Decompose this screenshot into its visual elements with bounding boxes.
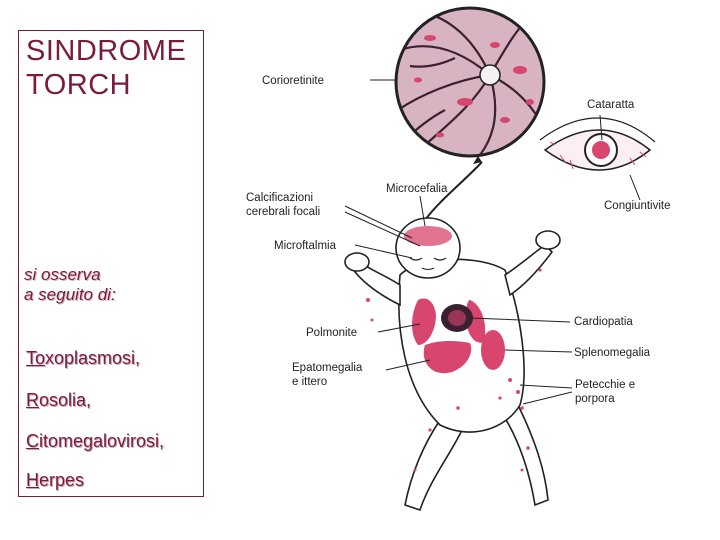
disease-rosolia [26, 390, 91, 411]
baby-arm-right [505, 245, 552, 295]
label-polmonite: Polmonite [306, 327, 358, 339]
disease-initial: C [26, 431, 39, 451]
label-microcefalia: Microcefalia [386, 183, 448, 195]
disease-rest: xoplasmosi, [45, 348, 141, 368]
disease-rest: erpes [39, 470, 85, 490]
label-petecchie-1: Petecchie e [575, 379, 636, 391]
disease-toxoplasmosi [26, 348, 140, 369]
label-congiuntivite: Congiuntivite [604, 200, 671, 212]
spleen [481, 330, 505, 370]
disease-initial: R [26, 390, 39, 410]
disease-herpes [26, 470, 84, 491]
label-splenomegalia: Splenomegalia [574, 347, 651, 359]
label-corioretinite: Corioretinite [262, 75, 324, 87]
disease-rest: osolia, [39, 390, 92, 410]
label-cataratta: Cataratta [587, 99, 635, 111]
label-microftalmia: Microftalmia [274, 240, 336, 252]
disease-initial: H [26, 470, 39, 490]
label-petecchie-2: porpora [575, 393, 615, 405]
baby-leg-left [405, 420, 462, 510]
eye-illustration [540, 118, 655, 170]
disease-citomegalovirosi [26, 431, 164, 452]
title-line-1: SINDROME [26, 35, 187, 67]
label-calcificazioni-1: Calcificazioni [246, 192, 314, 204]
label-epatomegalia-1: Epatomegalia [292, 362, 363, 374]
disease-rest: itomegalovirosi, [39, 431, 165, 451]
cataract-pupil [592, 141, 610, 159]
slide-subtitle [24, 265, 116, 305]
disease-initial: To [26, 348, 46, 368]
brain-calcifications [404, 226, 452, 246]
heart-inner [448, 310, 466, 326]
label-calcificazioni-2: cerebrali focali [246, 206, 321, 218]
subtitle-line-2: a seguito di: [24, 285, 116, 304]
torch-diagram [200, 0, 720, 540]
label-epatomegalia-2: e ittero [292, 376, 328, 388]
title-line-2: TORCH [26, 69, 132, 101]
retina-illustration [396, 8, 545, 156]
optic-disc [480, 65, 500, 85]
slide-title [26, 34, 186, 102]
label-cardiopatia: Cardiopatia [574, 316, 633, 328]
baby-hand-right [536, 231, 560, 249]
subtitle-line-1: si osserva [24, 265, 101, 284]
baby-hand-left [345, 253, 369, 271]
